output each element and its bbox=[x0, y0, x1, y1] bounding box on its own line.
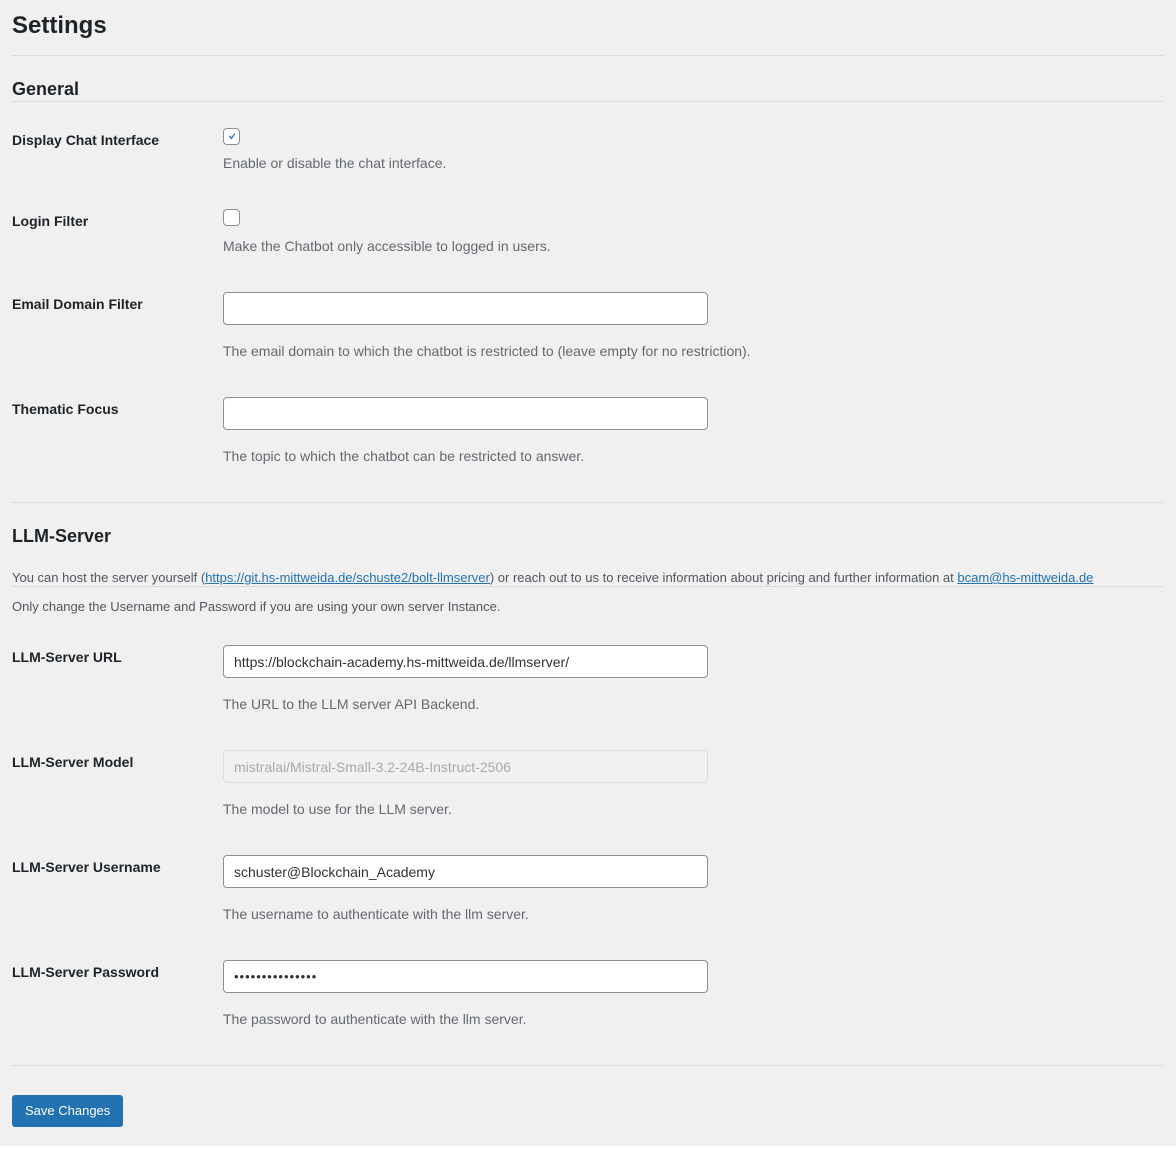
llm-model-row bbox=[12, 750, 1163, 819]
section-heading-llm-server: LLM-Server bbox=[12, 526, 112, 546]
llm-model-input bbox=[223, 750, 708, 783]
bottom-edge bbox=[0, 1146, 1176, 1150]
llm-url-row bbox=[12, 645, 1163, 714]
llm-password-label: LLM-Server Password bbox=[12, 964, 160, 980]
page-title: Settings bbox=[12, 12, 107, 39]
llm-url-input[interactable] bbox=[223, 645, 708, 678]
thematic-focus-description: The topic to which the chatbot can be restricted to answer. bbox=[223, 448, 585, 464]
llm-password-description: The password to authenticate with the llm server. bbox=[223, 1011, 527, 1027]
divider bbox=[12, 1065, 1163, 1066]
login-filter-row bbox=[12, 209, 1163, 256]
divider bbox=[12, 586, 1163, 587]
section-heading-general: General bbox=[12, 79, 80, 99]
llm-password-row bbox=[12, 960, 1163, 1029]
divider bbox=[12, 101, 1163, 102]
checkmark-icon bbox=[225, 130, 238, 143]
llm-password-input[interactable] bbox=[223, 960, 708, 993]
llm-model-description: The model to use for the LLM server. bbox=[223, 801, 452, 817]
llm-url-description: The URL to the LLM server API Backend. bbox=[223, 696, 480, 712]
llm-server-note: Only change the Username and Password if you are using your own server Instance. bbox=[12, 599, 501, 614]
llm-server-form bbox=[12, 645, 1163, 1029]
llm-url-label: LLM-Server URL bbox=[12, 649, 122, 665]
email-domain-row bbox=[12, 292, 1163, 361]
llm-username-description: The username to authenticate with the llm server. bbox=[223, 906, 529, 922]
thematic-focus-row bbox=[12, 397, 1163, 466]
intro-text: ) or reach out to us to receive information about pricing and further information at bbox=[489, 570, 958, 585]
contact-email-link[interactable]: bcam@hs-mittweida.de bbox=[957, 570, 1094, 585]
login-filter-label: Login Filter bbox=[12, 213, 89, 229]
display-chat-description: Enable or disable the chat interface. bbox=[223, 155, 447, 171]
login-filter-description: Make the Chatbot only accessible to logged in users. bbox=[223, 238, 551, 254]
email-domain-description: The email domain to which the chatbot is restricted to (leave empty for no restriction). bbox=[223, 343, 751, 359]
login-filter-checkbox[interactable] bbox=[223, 209, 240, 226]
llm-model-label: LLM-Server Model bbox=[12, 754, 134, 770]
thematic-focus-input[interactable] bbox=[223, 397, 708, 430]
intro-text: You can host the server yourself ( bbox=[12, 570, 206, 585]
email-domain-input[interactable] bbox=[223, 292, 708, 325]
display-chat-row bbox=[12, 128, 1163, 173]
display-chat-label: Display Chat Interface bbox=[12, 132, 160, 148]
email-domain-label: Email Domain Filter bbox=[12, 296, 143, 312]
llm-username-label: LLM-Server Username bbox=[12, 859, 161, 875]
llm-username-input[interactable] bbox=[223, 855, 708, 888]
display-chat-checkbox[interactable] bbox=[223, 128, 240, 145]
save-button[interactable]: Save Changes bbox=[12, 1095, 123, 1127]
general-form bbox=[12, 128, 1163, 466]
thematic-focus-label: Thematic Focus bbox=[12, 401, 119, 417]
llm-server-intro bbox=[12, 570, 1163, 586]
llm-server-repo-link[interactable]: https://git.hs-mittweida.de/schuste2/bolt-llmserver bbox=[205, 570, 490, 585]
llm-username-row bbox=[12, 855, 1163, 924]
